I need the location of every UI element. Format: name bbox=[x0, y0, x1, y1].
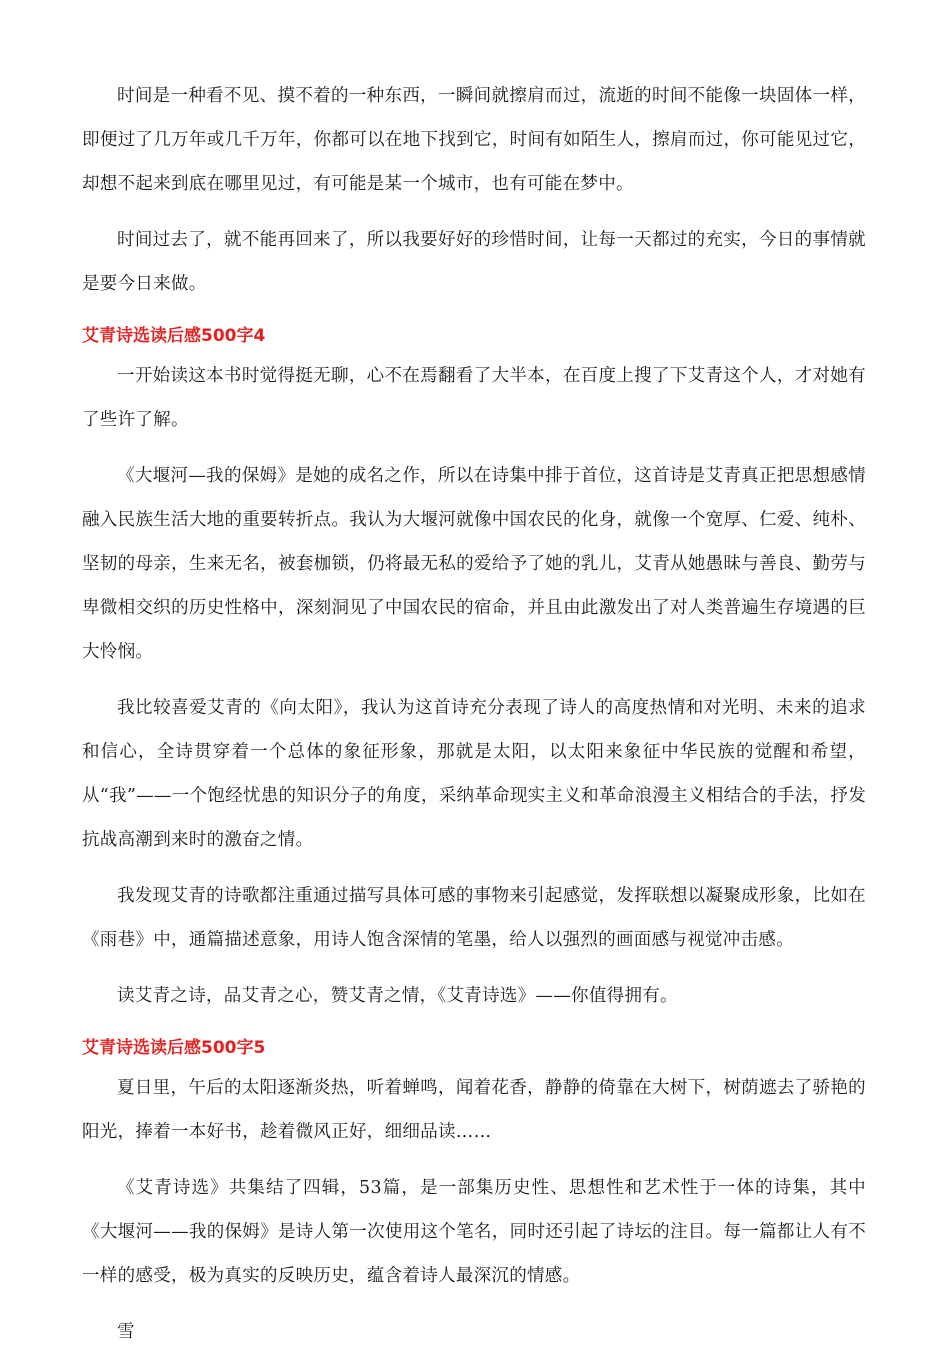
paragraph: 《艾青诗选》共集结了四辑，53篇，是一部集历史性、思想性和艺术性于一体的诗集，其中《大堰河——我的保姆》是诗人第一次使用这个笔名，同时还引起了诗坛的注目。每一篇都让人有不一样的感受，极为真实的反映历史，蕴含着诗人最深沉的情感。 bbox=[82, 1178, 866, 1286]
paragraph: 时间过去了，就不能再回来了，所以我要好好的珍惜时间，让每一天都过的充实，今日的事情就是要今日来做。 bbox=[82, 230, 866, 294]
paragraph: 一开始读这本书时觉得挺无聊，心不在焉翻看了大半本，在百度上搜了下艾青这个人，才对她有了些许了解。 bbox=[82, 366, 866, 430]
paragraph: 读艾青之诗，品艾青之心，赞艾青之情，《艾青诗选》——你值得拥有。 bbox=[117, 986, 678, 1006]
section-heading: 艾青诗选读后感500字5 bbox=[82, 1038, 266, 1058]
paragraph: 雪 bbox=[117, 1322, 135, 1342]
section-heading: 艾青诗选读后感500字4 bbox=[82, 326, 266, 346]
document-page bbox=[82, 74, 866, 1366]
paragraph: 《大堰河—我的保姆》是她的成名之作，所以在诗集中排于首位，这首诗是艾青真正把思想感情融入民族生活大地的重要转折点。我认为大堰河就像中国农民的化身，就像一个宽厚、仁爱、纯朴、坚韧的母亲，生来无名，被套枷锁，仍将最无私的爱给予了她的乳儿，艾青从她愚昧与善良、勤劳与卑微相交织的历史性格中，深刻洞见了中国农民的宿命，并且由此激发出了对人类普遍生存境遇的巨大怜悯。 bbox=[82, 466, 866, 662]
paragraph: 夏日里，午后的太阳逐渐炎热，听着蝉鸣，闻着花香，静静的倚靠在大树下，树荫遮去了骄艳的阳光，捧着一本好书，趁着微风正好，细细品读…… bbox=[82, 1078, 866, 1142]
paragraph: 时间是一种看不见、摸不着的一种东西，一瞬间就擦肩而过，流逝的时间不能像一块固体一样，即便过了几万年或几千万年，你都可以在地下找到它，时间有如陌生人，擦肩而过，你可能见过它，却想不起来到底在哪里见过，有可能是某一个城市，也有可能在梦中。 bbox=[82, 86, 866, 194]
paragraph: 我比较喜爱艾青的《向太阳》，我认为这首诗充分表现了诗人的高度热情和对光明、未来的追求和信心，全诗贯穿着一个总体的象征形象，那就是太阳，以太阳来象征中华民族的觉醒和希望，从“我”——一个饱经忧患的知识分子的角度，采纳革命现实主义和革命浪漫主义相结合的手法，抒发抗战高潮到来时的激奋之情。 bbox=[82, 698, 866, 850]
paragraph: 我发现艾青的诗歌都注重通过描写具体可感的事物来引起感觉，发挥联想以凝聚成形象，比如在《雨巷》中，通篇描述意象，用诗人饱含深情的笔墨，给人以强烈的画面感与视觉冲击感。 bbox=[82, 886, 866, 950]
